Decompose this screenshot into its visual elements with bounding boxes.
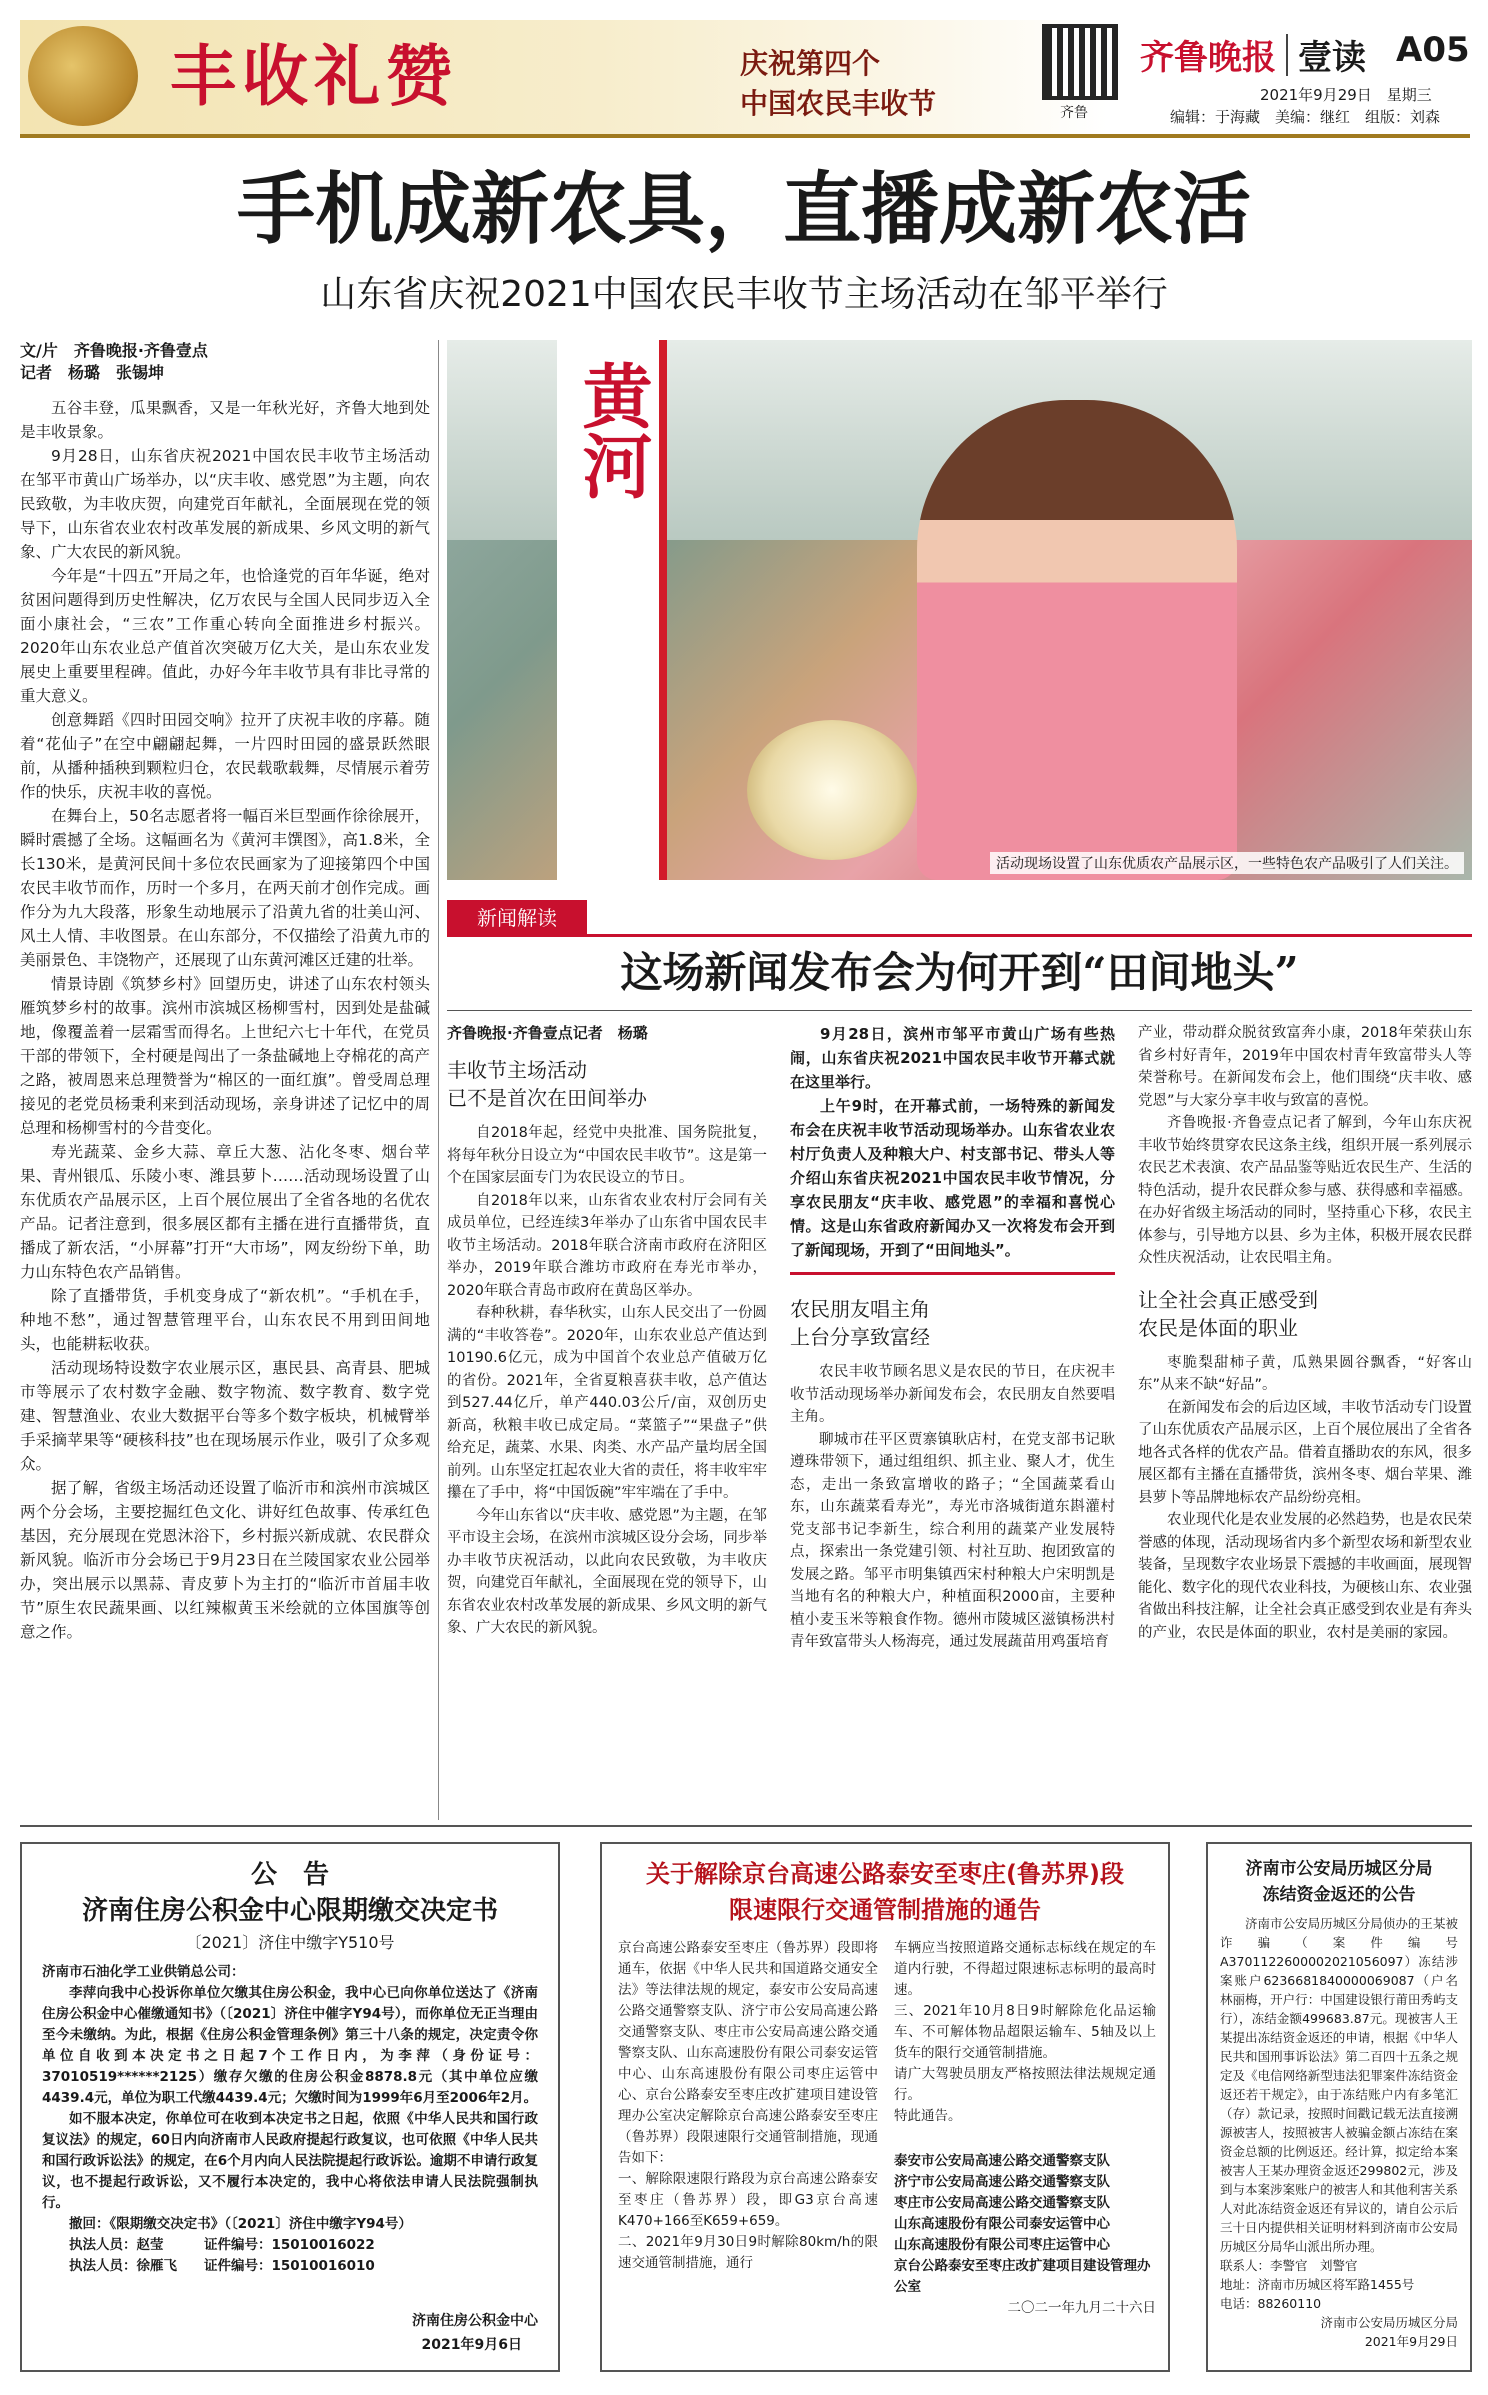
banner-sub2: 中国农民丰收节 bbox=[740, 87, 937, 120]
analysis-paragraph: 农业现代化是农业发展的必然趋势，也是农民荣誉感的体现，活动现场省内多个新型农场和新型农业装备，呈现数字农业场景下震撼的丰收画面，展现智能化、数字化的现代农业科技，为硬核山东、农业强省做出科技注解，让全社会真正感受到农业是有奔头的产业，农民是体面的职业，农村是美丽的家园。 bbox=[1138, 1512, 1472, 1641]
analysis-paragraph: 聊城市茌平区贾寨镇耿店村，在党支部书记耿遵珠带领下，通过组组织、抓主业、聚人才，优生态，走出一条致富增收的路子；“全国蔬菜看山东，山东蔬菜看寿光”，寿光市洛城街道东斟灌村党支部书记李新生，综合利用的蔬菜产业发展特点，探索出一条党建引领、村社互助、抱团致富的发展之路。邹平市明集镇西宋村种粮大户宋明凯是当地有名的种粮大户，种植面积2000亩，主要种植小麦玉米等粮食作物。德州市陵城区滋镇杨洪村青年致富带头人杨海亮，通过发展蔬苗用鸡蛋培育 bbox=[790, 1431, 1115, 1650]
analysis-lead-box bbox=[790, 1022, 1115, 1275]
notice2-signers bbox=[894, 2151, 1156, 2319]
analysis-lead: 9月28日，滨州市邹平市黄山广场有些热闹，山东省庆祝2021中国农民丰收节开幕式就在这里举行。 bbox=[790, 1025, 1115, 1091]
photo-pomelo bbox=[747, 720, 917, 860]
notice1-handler: 执法人员：徐雁飞 证件编号：15010016010 bbox=[69, 2258, 375, 2274]
photo-banner-sign bbox=[557, 340, 667, 880]
article-paragraph: 寿光蔬菜、金乡大蒜、章丘大葱、沾化冬枣、烟台苹果、青州银瓜、乐陵小枣、潍县萝卜……活动现场设置了山东优质农产品展示区，上百个展位展出了全省各地的名优农产品。记者注意到，很多展区都有主播在进行直播带货，直播成了新农活，“小屏幕”打开“大市场”，网友纷纷下单，助力山东特色农产品销售。 bbox=[20, 1143, 430, 1281]
page-banner bbox=[20, 20, 1470, 134]
notice3-body: 济南市公安局历城区分局侦办的王某被诈骗（案件编号A3701122600002021056097）冻结涉案账户6236681840000069087（户名林丽梅，开户行：中国建设银行莆田秀屿支行），冻结金额499683.87元。现被害人王某提出冻结资金返还的申请，根据《中华人民共和国刑事诉讼法》第二百四十五条之规定及《电信网络新型违法犯罪案件冻结资金返还若干规定》，由于冻结账户内有多笔汇（存）款记录，按照时间戳记载无法直接溯源被害人，按照被害人被骗金额占冻结在案资金总额的比例返还。经计算，拟定给本案被害人王某办理资金返还299802元，涉及到与本案涉案账户的被害人和其他利害关系人对此冻结资金返还有异议的，请自公示后三十日内提供相关证明材料到济南市公安局历城区分局华山派出所办理。 bbox=[1220, 1916, 1458, 2254]
notice2-signer: 山东高速股份有限公司枣庄运管中心 bbox=[894, 2237, 1110, 2253]
analysis-col1 bbox=[447, 1022, 767, 1640]
notice3-contact: 联系人：李警官 刘警官 bbox=[1220, 2258, 1358, 2273]
analysis-subhead: 丰收节主场活动 已不是首次在田间举办 bbox=[447, 1058, 647, 1110]
analysis-paragraph: 今年山东省以“庆丰收、感党恩”为主题，在邹平市设主会场，在滨州市滨城区设分会场，同步举办丰收节庆祝活动，以此向农民致敬，为丰收庆贺，向建党百年献礼，全面展现在党的领导下，山东省农业农村改革发展的新成果、乡风文明的新气象、广大农民的新风貌。 bbox=[447, 1507, 767, 1636]
notice2-col2 bbox=[894, 1938, 1156, 2319]
notice3-sign: 济南市公安局历城区分局 bbox=[1320, 2315, 1458, 2330]
main-subheadline: 山东省庆祝2021中国农民丰收节主场活动在邹平举行 bbox=[320, 274, 1168, 315]
notice2-title-2: 限速限行交通管制措施的通告 bbox=[729, 1896, 1041, 1924]
notice2-title-1: 关于解除京台高速公路泰安至枣庄(鲁苏界)段 bbox=[646, 1860, 1124, 1888]
notice1-title: 济南住房公积金中心限期缴交决定书 bbox=[81, 1896, 498, 1926]
notice2-date: 二〇二一年九月二十六日 bbox=[1007, 2300, 1156, 2316]
notice3-contact: 地址：济南市历城区将军路1455号 bbox=[1220, 2277, 1415, 2292]
analysis-paragraph: 产业，带动群众脱贫致富奔小康，2018年荣获山东省乡村好青年，2019年中国农村青年致富带头人等荣誉称号。在新闻发布会上，他们围绕“庆丰收、感党恩”与大家分享丰收与致富的喜悦。 bbox=[1138, 1025, 1472, 1109]
notice2-signer: 山东高速股份有限公司泰安运管中心 bbox=[894, 2216, 1110, 2232]
analysis-paragraph: 春种秋耕，春华秋实，山东人民交出了一份圆满的“丰收答卷”。2020年，山东农业总产值达到10190.6亿元，成为中国首个农业总产值破万亿的省份。2021年，全省夏粮喜获丰收，总产值达到527.44亿斤，单产440.03公斤/亩，双创历史新高，秋粮丰收已成定局。“菜篮子”“果盘子”供给充足，蔬菜、水果、肉类、水产品产量均居全国前列。山东坚定扛起农业大省的责任，将丰收牢牢攥在了手中，将“中国饭碗”牢牢端在了手中。 bbox=[447, 1305, 767, 1501]
notice2-col2-text: 车辆应当按照道路交通标志标线在规定的车道内行驶，不得超过限速标志标明的最高时速。 三、2021年10月8日9时解除危化品运输车、不可解体物品超限运输车、5轴及以上货车的限行交通管制措施。 请广大驾驶员朋友严格按照法律法规规定通行。 特此通告。 bbox=[894, 1940, 1156, 2124]
notice1-paragraph: 李萍向我中心投诉你单位欠缴其住房公积金，我中心已向你单位送达了《济南住房公积金中心催缴通知书》（〔2021〕济住中催字Y94号），而你单位无正当理由至今未缴纳。为此，根据《住房公积金管理条例》第三十八条的规定，决定责令你单位自收到本决定书之日起7个工作日内，为李萍（身份证号：37010519******2125）缴存欠缴的住房公积金8878.8元（其中单位应缴4439.4元，单位为职工代缴4439.4元；欠缴时间为1999年6月至2006年2月。 bbox=[42, 1985, 538, 2106]
notice1-sign: 济南住房公积金中心 bbox=[412, 2313, 538, 2329]
analysis-paragraph: 枣脆梨甜柿子黄，瓜熟果圆谷飘香，“好客山东”从来不缺“好品”。 bbox=[1138, 1354, 1472, 1393]
analysis-byline: 齐鲁晚报·齐鲁壹点记者 杨璐 bbox=[447, 1024, 648, 1042]
page-number: A05 bbox=[1396, 30, 1470, 70]
article-paragraph: 活动现场特设数字农业展示区，惠民县、高青县、肥城市等展示了农村数字金融、数字物流、数字教育、数字党建、智慧渔业、农业大数据平台等多个数字板块，机械臂举手采摘苹果等“硬核科技”也在现场展示作业，吸引了众多观众。 bbox=[20, 1359, 430, 1473]
article-paragraph: 五谷丰登，瓜果飘香，又是一年秋光好，齐鲁大地到处是丰收景象。 bbox=[20, 399, 430, 441]
notice1-date: 2021年9月6日 bbox=[421, 2337, 522, 2353]
article-paragraph: 情景诗剧《筑梦乡村》回望历史，讲述了山东农村领头雁筑梦乡村的故事。滨州市滨城区杨柳雪村，因到处是盐碱地，像覆盖着一层霜雪而得名。上世纪六七十年代，在党员干部的带领下，全村硬是闯出了一条盐碱地上夺棉花的高产之路，被周恩来总理赞誉为“棉区的一面红旗”。曾受周总理接见的老党员杨秉利来到活动现场，亲身讲述了记忆中的周总理和杨柳雪村的今昔变化。 bbox=[20, 975, 430, 1137]
notice3-title: 济南市公安局历城区分局 冻结资金返还的公告 bbox=[1245, 1859, 1433, 1905]
article-paragraph: 9月28日，山东省庆祝2021中国农民丰收节主场活动在邹平市黄山广场举办，以“庆丰收、感党恩”为主题，向农民致敬，为丰收庆贺，向建党百年献礼，全面展现在党的领导下，山东省农业农村改革发展的新成果、乡风文明的新气象、广大农民的新风貌。 bbox=[20, 447, 430, 561]
notice3-contact: 电话：88260110 bbox=[1220, 2296, 1322, 2311]
notice1-handler: 执法人员：赵莹 证件编号：15010016022 bbox=[69, 2237, 375, 2253]
banner-title: 丰收礼赞 bbox=[170, 37, 458, 115]
analysis-col2 bbox=[790, 1022, 1115, 1654]
notice-provident-fund bbox=[20, 1842, 560, 2372]
photo-sign-text: 黄河 bbox=[571, 360, 653, 500]
notice2-signer: 枣庄市公安局高速公路交通警察支队 bbox=[894, 2195, 1110, 2211]
analysis-paragraph: 齐鲁晚报·齐鲁壹点记者了解到，今年山东庆祝丰收节始终贯穿农民这条主线，组织开展一系列展示农民艺术表演、农产品品鉴等贴近农民生产、生活的特色活动，提升农民群众参与感、获得感和幸福感。在办好省级主场活动的同时，坚持重心下移，农民主体参与，引导地方以县、乡为主体，积极开展农民群众性庆祝活动，让农民唱主角。 bbox=[1138, 1115, 1472, 1266]
notice-frozen-funds bbox=[1206, 1842, 1472, 2372]
notice2-col1: 京台高速公路泰安至枣庄（鲁苏界）段即将通车，依据《中华人民共和国道路交通安全法》等法律法规的规定，泰安市公安局高速公路交通警察支队、济宁市公安局高速公路交通警察支队、枣庄市公安局高速公路交通警察支队、山东高速股份有限公司泰安运管中心、山东高速股份有限公司枣庄运管中心、京台公路泰安至枣庄改扩建项目建设管理办公室决定解除京台高速公路泰安至枣庄（鲁苏界）段限速限行交通管制措施，现通告如下： 一、解除限速限行路段为京台高速公路泰安至枣庄（鲁苏界）段，即G3京台高速K470+166至K659+659。 二、2021年9月30日9时解除80km/h的限速交通管制措施，通行 bbox=[618, 1940, 878, 2271]
article-paragraph: 在舞台上，50名志愿者将一幅百米巨型画作徐徐展开，瞬时震撼了全场。这幅画名为《黄河丰馔图》，高1.8米，全长130米，是黄河民间十多位农民画家为了迎接第四个中国农民丰收节而作，历时一个多月，在两天前才创作完成。画作分为九大段落，形象生动地展示了沿黄九省的壮美山河、风土人情、丰收图景。在山东部分，不仅描绘了沿黄九市的美丽景色、丰饶物产，还展现了山东黄河滩区迁建的壮举。 bbox=[20, 807, 430, 969]
notice3-date: 2021年9月29日 bbox=[1364, 2334, 1458, 2349]
notice-traffic bbox=[600, 1842, 1170, 2372]
analysis-paragraph: 农民丰收节顾名思义是农民的节日，在庆祝丰收节活动现场举办新闻发布会，农民朋友自然要唱主角。 bbox=[790, 1364, 1115, 1425]
header-rule bbox=[20, 134, 1470, 138]
notice1-paragraph: 如不服本决定，你单位可在收到本决定书之日起，依照《中华人民共和国行政复议法》的规定，60日内向济南市人民政府提起行政复议，也可依照《中华人民共和国行政诉讼法》的规定，在6个月内向人民法院提起行政诉讼。逾期不申请行政复议，也不提起行政诉讼，又不履行本决定的，我中心将依法申请人民法院强制执行。 bbox=[42, 2111, 538, 2211]
section-name: 壹读 bbox=[1298, 38, 1366, 78]
harvest-badge-icon bbox=[28, 26, 138, 126]
banner-sub1: 庆祝第四个 bbox=[740, 47, 881, 80]
analysis-tag: 新闻解读 bbox=[447, 900, 587, 936]
editors-line: 编辑：于海藏 美编：继红 组版：刘森 bbox=[1170, 108, 1441, 126]
analysis-tag-rule bbox=[447, 934, 1472, 937]
notice1-doc-no: 〔2021〕济住中缴字Y510号 bbox=[185, 1933, 395, 1952]
analysis-paragraph: 在新闻发布会的后边区域，丰收节活动专门设置了山东优质农产品展示区，上百个展位展出了全省各地各式各样的优农产品。借着直播助农的东风，很多展区都有主播在直播带货，滨州冬枣、烟台苹果、潍县萝卜等品牌地标农产品纷纷亮相。 bbox=[1138, 1399, 1472, 1506]
notice2-signer: 泰安市公安局高速公路交通警察支队 bbox=[894, 2153, 1110, 2169]
analysis-subhead: 农民朋友唱主角 上台分享致富经 bbox=[790, 1297, 930, 1349]
qr-code-icon bbox=[1042, 24, 1118, 100]
section-bottom-rule bbox=[20, 1825, 1472, 1827]
main-article bbox=[20, 340, 430, 1644]
analysis-lead: 上午9时，在开幕式前，一场特殊的新闻发布会在庆祝丰收节活动现场举办。山东省农业农村厅负责人及种粮大户、村支部书记、带头人等介绍山东省庆祝2021中国农民丰收节情况，分享农民朋友“庆丰收、感党恩”的幸福和喜悦心情。这是山东省政府新闻办又一次将发布会开到了新闻现场，开到了“田间地头”。 bbox=[790, 1097, 1115, 1259]
analysis-title: 这场新闻发布会为何开到“田间地头” bbox=[620, 948, 1299, 997]
notice1-label: 公 告 bbox=[250, 1860, 329, 1890]
analysis-title-rule bbox=[447, 1010, 1472, 1011]
notice2-signer: 济宁市公安局高速公路交通警察支队 bbox=[894, 2174, 1110, 2190]
analysis-paragraph: 自2018年起，经党中央批准、国务院批复，将每年秋分日设立为“中国农民丰收节”。这是第一个在国家层面专门为农民设立的节日。 bbox=[447, 1125, 767, 1186]
analysis-paragraph: 自2018年以来，山东省农业农村厅会同有关成员单位，已经连续3年举办了山东省中国农民丰收节主场活动。2018年联合济南市政府在济阳区举办，2019年联合潍坊市政府在寿光市举办，2020年联合青岛市政府在黄岛区举办。 bbox=[447, 1192, 767, 1299]
column-divider bbox=[438, 340, 439, 1820]
photo-caption: 活动现场设置了山东优质农产品展示区，一些特色农产品吸引了人们关注。 bbox=[990, 852, 1464, 874]
notice1-paragraph: 撤回：《限期缴交决定书》（〔2021〕济住中缴字Y94号） bbox=[69, 2216, 412, 2232]
qr-caption: 齐鲁 bbox=[1060, 105, 1088, 121]
paper-name: 齐鲁晚报 bbox=[1140, 38, 1276, 78]
article-paragraph: 今年是“十四五”开局之年，也恰逢党的百年华诞，绝对贫困问题得到历史性解决，亿万农民与全国人民同步迈入全面小康社会，“三农”工作重心转向全面推进乡村振兴。2020年山东农业总产值首次突破万亿大关，是山东农业发展史上重要里程碑。值此，办好今年丰收节具有非比寻常的重大意义。 bbox=[20, 567, 430, 705]
byline-2: 记者 杨璐 张锡坤 bbox=[20, 363, 165, 382]
article-paragraph: 创意舞蹈《四时田园交响》拉开了庆祝丰收的序幕。随着“花仙子”在空中翩翩起舞，一片四时田园的盛景跃然眼前，从播种插秧到颗粒归仓，农民载歌载舞，尽情展示着劳作的快乐，庆祝丰收的喜悦。 bbox=[20, 711, 430, 801]
article-paragraph: 据了解，省级主场活动还设置了临沂市和滨州市滨城区两个分会场，主要挖掘红色文化、讲好红色故事、传承红色基因，充分展现在党恩沐浴下，乡村振兴新成就、农民群众新风貌。临沂市分会场已于9月23日在兰陵国家农业公园举办，突出展示以黑蒜、青皮萝卜为主打的“临沂市首届丰收节”原生农民蔬果画、以红辣椒黄玉米绘就的立体国旗等创意之作。 bbox=[20, 1479, 430, 1641]
main-headline: 手机成新农具，直播成新农活 bbox=[236, 164, 1251, 255]
analysis-col3 bbox=[1138, 1022, 1472, 1644]
byline-1: 文/片 齐鲁晚报·齐鲁壹点 bbox=[20, 341, 208, 360]
photo-person bbox=[917, 400, 1237, 880]
notice1-addressee: 济南市石油化学工业供销总公司： bbox=[42, 1964, 245, 1980]
date-line: 2021年9月29日 星期三 bbox=[1260, 86, 1432, 104]
notice2-signer: 京台公路泰安至枣庄改扩建项目建设管理办公室 bbox=[894, 2258, 1151, 2295]
analysis-subhead: 让全社会真正感受到 农民是体面的职业 bbox=[1138, 1287, 1318, 1340]
news-photo bbox=[447, 340, 1472, 880]
article-paragraph: 除了直播带货，手机变身成了“新农机”。“手机在手，种地不愁”，通过智慧管理平台，山东农民不用到田间地头，也能耕耘收获。 bbox=[20, 1287, 430, 1353]
header-divider bbox=[1286, 34, 1288, 76]
